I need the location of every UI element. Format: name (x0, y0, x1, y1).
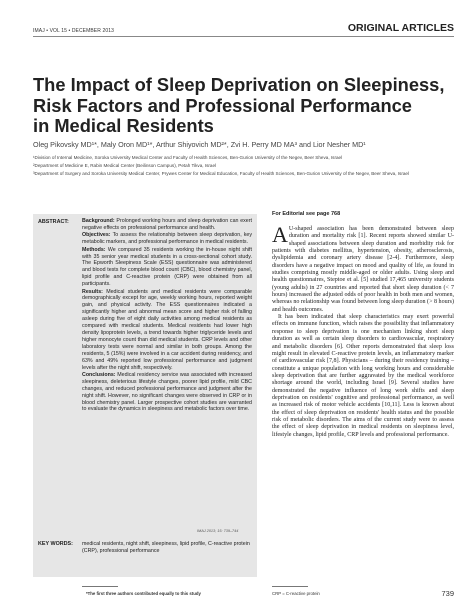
body-paragraph (272, 314, 454, 439)
abstract-body: Medical students and medical residents were comparable demographically except for age, weekly working hours, reported weight gain, and physical activity. The ESS questionnaires indicated a significantly higher and abnormal mean score and higher risk of falling asleep during five of eight daily activities among medical residents as compared with medical students. Medical residents had lower high density lipoprotein levels, a trend towards higher triglyceride levels and higher monocyte count than did medical students. CRP levels and other laboratory tests were normal and similar in both groups. Among the residents, 5 (15%) were involved in a car accident during residency, and 63% and 49% reported low professional performance and judgment levels after the night shift, respectively. (82, 288, 252, 371)
abstract-heading: Background: (82, 218, 115, 224)
abstract-section (82, 232, 252, 246)
author-list: Oleg Pikovsky MD¹*, Maly Oron MD¹*, Arthur Shiyovich MD²*, Zvi H. Perry MD MA³ and Lior Nesher MD¹ (33, 140, 366, 149)
footnote-divider (272, 586, 308, 587)
article-body (272, 222, 454, 439)
keywords-text: medical residents, night shift, sleepiness, lipid profile, C-reactive protein (CRP), professional performance (82, 541, 250, 554)
header-divider (33, 36, 454, 37)
body-paragraph-text: U-shaped association has been demonstrated between sleep duration and mortality risk [1]. Recent reports showed similar U-shaped associations between sleep duration and morbidity risk for patients with diabetes mellitus, hypertension, obesity, atherosclerosis, dyslipidemia and coronary artery disease [2-4]. Furthermore, sleep disorders have a negative impact on mood and quality of life, as found in studies comprising mostly middle-aged or older adults. Using sleep and health questionnaires, Steptoe et al. [5] studied 17,465 university students (young adults) in 27 countries and reported that short sleep duration (< 7 hours) increased the adjusted odds of poor health in both men and women, whereas no relationship was found between long sleep duration (> 8 hours) and health outcomes. (272, 226, 454, 313)
abstract-heading: Methods: (82, 246, 106, 253)
abstract-heading: Results: (82, 288, 103, 295)
journal-citation: IMAJ 2013; 15: 739–744 (197, 529, 239, 533)
affiliation: ¹Division of Internal Medicine, Soroka University Medical Center and Faculty of Health Sciences, Ben-Gurion University of the Negev, Beer Sheva, Israel (33, 155, 343, 160)
abstract-section (82, 218, 252, 232)
abstract-text (82, 218, 252, 414)
title-line: The Impact of Sleep Deprivation on Sleepiness, (33, 74, 445, 95)
abstract-body: We compared 35 residents working the in-house night shift with 35 senior year medical students in a cross-sectional cohort study. The Epworth Sleepiness Scale (ESS) questionnaire was administered and blood tests for complete blood count (CBC), blood chemistry panel, lipid profile and C-reactive protein (CRP) were obtained from all participants. (82, 246, 252, 288)
affiliation: ³Department of Surgery and Soroka University Medical Center, Prywes Center for Medical Education, Faculty of Health Sciences, Ben-Gurion University of the Negev, Beer Sheva, Israel (33, 171, 410, 176)
abstract-body: Prolonged working hours and sleep deprivation can exert negative effects on professional performance and health. (82, 218, 252, 231)
body-paragraph-text: It has been indicated that sleep characteristics may exert powerful effects on immune function, which raises the possibility that inflammatory response to sleep deprivation is one mechanism linking short sleep duration as well as certain sleep disorders to cardiovascular, respiratory and metabolic disorders [6]. Other reports demonstrated that sleep loss might result in elevated C-reactive protein levels, an inflammatory marker of cardiovascular risk [7,8]. Physicians – during their residency training – constitute a unique population with long working hours and considerable sleep deprivation that are further aggravated by the medical workforce shortage around the world, including Israel [9]. Several studies have demonstrated the negative influence of long work shifts and sleep deprivation on residents' cognitive and professional performance, as well as increased risk of motor vehicle accidents [10,11]. Less is known about the effect of sleep deprivation on residents' health status and the possible risk of metabolic disorders. The aims of the current study were to assess the effect of sleep deprivation in medical residents on sleepiness level, lifestyle changes, lipid profile, CRP levels and professional performance. (272, 314, 454, 438)
affiliation: ²Department of Medicine E, Rabin Medical Center (Beilinson Campus), Petah Tikva, Israel (33, 163, 217, 168)
keywords-label: KEY WORDS: (38, 541, 73, 547)
abbreviation-footnote: CRP = C-reactive protein (272, 591, 320, 596)
abstract-label: ABSTRACT: (38, 219, 69, 225)
abstract-section (82, 289, 252, 372)
body-paragraph (272, 222, 454, 314)
footnote-divider (82, 586, 118, 587)
drop-cap: A (272, 222, 288, 247)
article-title (33, 75, 453, 137)
page-number: 739 (441, 589, 454, 598)
editorial-note: For Editorial see page 768 (272, 211, 341, 217)
abstract-section (82, 372, 252, 413)
title-line: Risk Factors and Professional Performance (33, 94, 412, 116)
author-footnote: *The first three authors contributed equally to this study (86, 591, 201, 596)
abstract-heading: Objectives: (82, 232, 111, 239)
abstract-body: Medical residency service was associated with increased sleepiness, deleterious lifestyle changes, poorer lipid profile, mild CBC changes, and reduced professional performance and judgment after the night shift. However, no significant changes were observed in CRP or in blood chemistry panel. Larger prospective cohort studies are warranted to evaluate the dynamics in sleepiness and metabolic factors over time. (82, 371, 252, 413)
title-line: in Medical Residents (33, 115, 214, 136)
abstract-heading: Conclusions: (82, 371, 116, 378)
abstract-body: To assess the relationship between sleep deprivation, key metabolic markers, and professional performance in medical residents. (82, 232, 252, 246)
abstract-section (82, 247, 252, 288)
running-header: IMAJ • VOL 15 • DECEMBER 2013 (33, 28, 114, 34)
section-header: ORIGINAL ARTICLES (347, 22, 454, 34)
